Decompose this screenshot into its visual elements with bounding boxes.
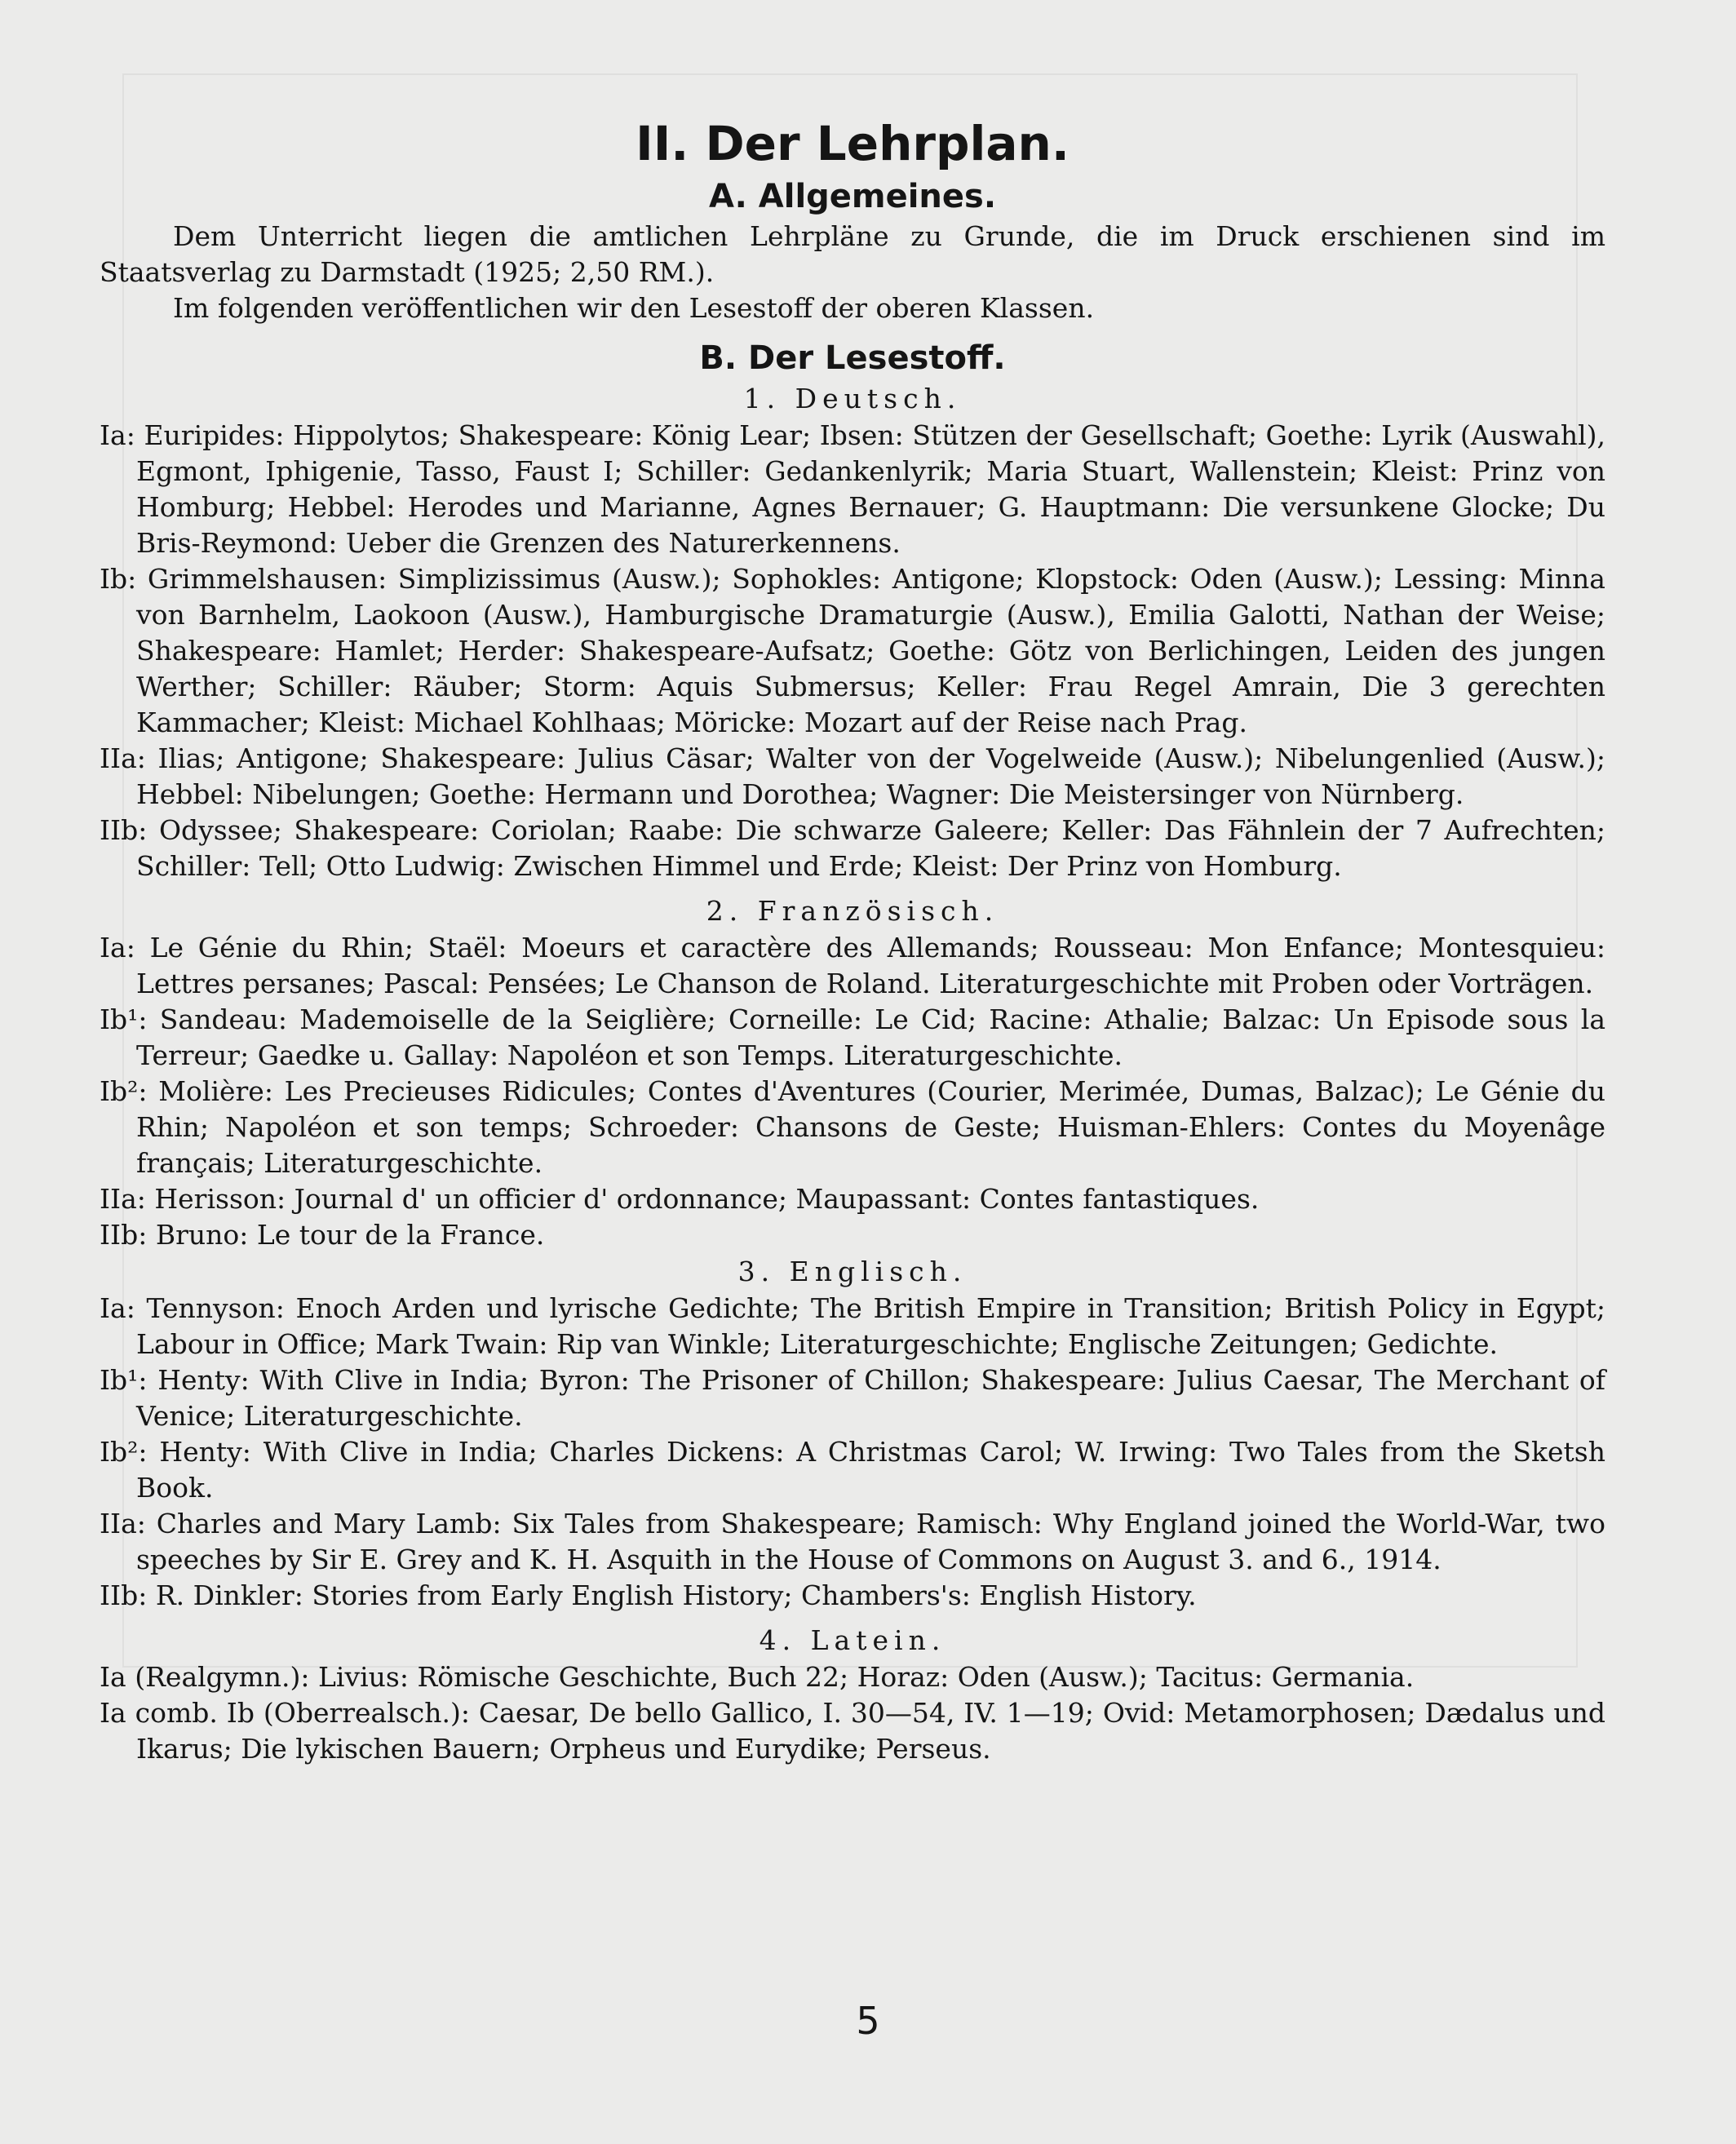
reading-list: R. Dinkler: Stories from Early English History; Chambers's: English History. [155, 1579, 1197, 1611]
class-label: Ia: [100, 419, 135, 451]
class-label: IIa: [100, 1183, 146, 1215]
reading-list: Herisson: Journal d' un officier d' ordonnance; Maupassant: Contes fantastiques. [154, 1183, 1260, 1215]
class-label: IIb: [100, 1219, 148, 1251]
reading-list: Bruno: Le tour de la France. [155, 1219, 545, 1251]
reading-list: Euripides: Hippolytos; Shakespeare: König Lear; Ibsen: Stützen der Gesellschaft; Goethe: Lyrik (Auswahl), Egmont, Iphigenie, Tasso, Faust I; Schiller: Gedankenlyrik; Maria Stuart, Wallenstein; Kleist: Prinz von Homburg; Hebbel: Herodes und Marianne, Agnes Bernauer; G. Hauptmann: Die versunkene Glocke; Du Bris-Reymond: Ueber die Grenzen des Naturerkennens. [136, 419, 1605, 559]
subsection-heading-deutsch: 1. Deutsch. [743, 383, 962, 414]
class-label: Ia (Realgymn.): [100, 1661, 310, 1693]
class-label: IIb: [100, 1579, 148, 1611]
class-label: Ib: [100, 563, 137, 595]
reading-list: Sandeau: Mademoiselle de la Seiglière; Corneille: Le Cid; Racine: Athalie; Balzac: Un Episode sous la Terreur; Gaedke u. Gallay: Napoléon et son Temps. Literaturgeschichte. [136, 1003, 1605, 1071]
reading-list: Odyssee; Shakespeare: Coriolan; Raabe: Die schwarze Galeere; Keller: Das Fähnlein der 7 Aufrechten; Schiller: Tell; Otto Ludwig: Zwischen Himmel und Erde; Kleist: Der Prinz von Homburg. [136, 814, 1605, 882]
page-title: II. Der Lehrplan. [636, 116, 1070, 171]
reading-list: Ilias; Antigone; Shakespeare: Julius Cäsar; Walter von der Vogelweide (Ausw.); Nibelungenlied (Ausw.); Hebbel: Nibelungen; Goethe: Hermann und Dorothea; Wagner: Die Meistersinger von Nürnberg. [136, 742, 1605, 810]
reading-list: Le Génie du Rhin; Staël: Moeurs et caractère des Allemands; Rousseau: Mon Enfance; Montesquieu: Lettres persanes; Pascal: Pensées; Le Chanson de Roland. Literaturgeschichte mit Proben oder Vorträgen. [136, 932, 1605, 999]
class-label: Ib¹: [100, 1003, 148, 1035]
class-label: IIb: [100, 814, 148, 846]
class-label: Ib¹: [100, 1364, 148, 1396]
reading-list: Tennyson: Enoch Arden und lyrische Gedichte; The British Empire in Transition; British Policy in Egypt; Labour in Office; Mark Twain: Rip van Winkle; Literaturgeschichte; Englische Zeitungen; Gedichte. [136, 1292, 1605, 1360]
class-label: Ia comb. Ib (Oberrealsch.): [100, 1697, 470, 1729]
reading-list: Molière: Les Precieuses Ridicules; Contes d'Aventures (Courier, Merimée, Dumas, Balzac); Le Génie du Rhin; Napoléon et son temps; Schroeder: Chansons de Geste; Huisman-Ehlers: Contes du Moyenâge français; Literaturgeschichte. [136, 1075, 1605, 1179]
latein-list [100, 1659, 1605, 1767]
class-label: Ib²: [100, 1436, 148, 1468]
class-label: Ib²: [100, 1075, 148, 1107]
reading-list: Henty: With Clive in India; Charles Dickens: A Christmas Carol; W. Irwing: Two Tales from the Sketsh Book. [136, 1436, 1605, 1504]
section-a-paragraph-1: Dem Unterricht liegen die amtlichen Lehrpläne zu Grunde, die im Druck erschienen sind im Staatsverlag zu Darmstadt (1925; 2,50 RM.). [100, 220, 1605, 288]
subsection-heading-latein: 4. Latein. [759, 1624, 946, 1656]
page-number: 5 [856, 1999, 880, 2043]
subsection-heading-englisch: 3. Englisch. [737, 1256, 968, 1287]
class-label: Ia: [100, 932, 135, 963]
show-through-shadow [122, 73, 1578, 1668]
subsection-heading-franzoesisch: 2. Französisch. [706, 895, 999, 927]
class-label: IIa: [100, 742, 146, 774]
section-a-heading: A. Allgemeines. [708, 178, 997, 215]
section-b-heading: B. Der Lesestoff. [699, 339, 1006, 377]
class-label: IIa: [100, 1508, 146, 1539]
reading-list: Grimmelshausen: Simplizissimus (Ausw.); Sophokles: Antigone; Klopstock: Oden (Ausw.); Lessing: Minna von Barnhelm, Laokoon (Ausw.), Hamburgische Dramaturgie (Ausw.), Emilia Galotti, Nathan der Weise; Shakespeare: Hamlet; Herder: Shakespeare-Aufsatz; Goethe: Götz von Berlichingen, Leiden des jungen Werther; Schiller: Räuber; Storm: Aquis Submersus; Keller: Frau Regel Amrain, Die 3 gerechten Kammacher; Kleist: Michael Kohlhaas; Möricke: Mozart auf der Reise nach Prag. [136, 563, 1605, 738]
class-label: Ia: [100, 1292, 135, 1324]
reading-list: Charles and Mary Lamb: Six Tales from Shakespeare; Ramisch: Why England joined the World-War, two speeches by Sir E. Grey and K. H. Asquith in the House of Commons on August 3. and 6., 1914. [136, 1508, 1605, 1575]
section-a-paragraph-2: Im folgenden veröffentlichen wir den Lesestoff der oberen Klassen. [173, 292, 1095, 324]
list-item [100, 1695, 1605, 1767]
reading-list: Livius: Römische Geschichte, Buch 22; Horaz: Oden (Ausw.); Tacitus: Germania. [317, 1661, 1415, 1693]
reading-list: Caesar, De bello Gallico, I. 30—54, IV. 1—19; Ovid: Metamorphosen; Dædalus und Ikarus; Die lykischen Bauern; Orpheus und Eurydike; Perseus. [136, 1697, 1606, 1765]
reading-list: Henty: With Clive in India; Byron: The Prisoner of Chillon; Shakespeare: Julius Caesar, The Merchant of Venice; Literaturgeschichte. [136, 1364, 1605, 1432]
